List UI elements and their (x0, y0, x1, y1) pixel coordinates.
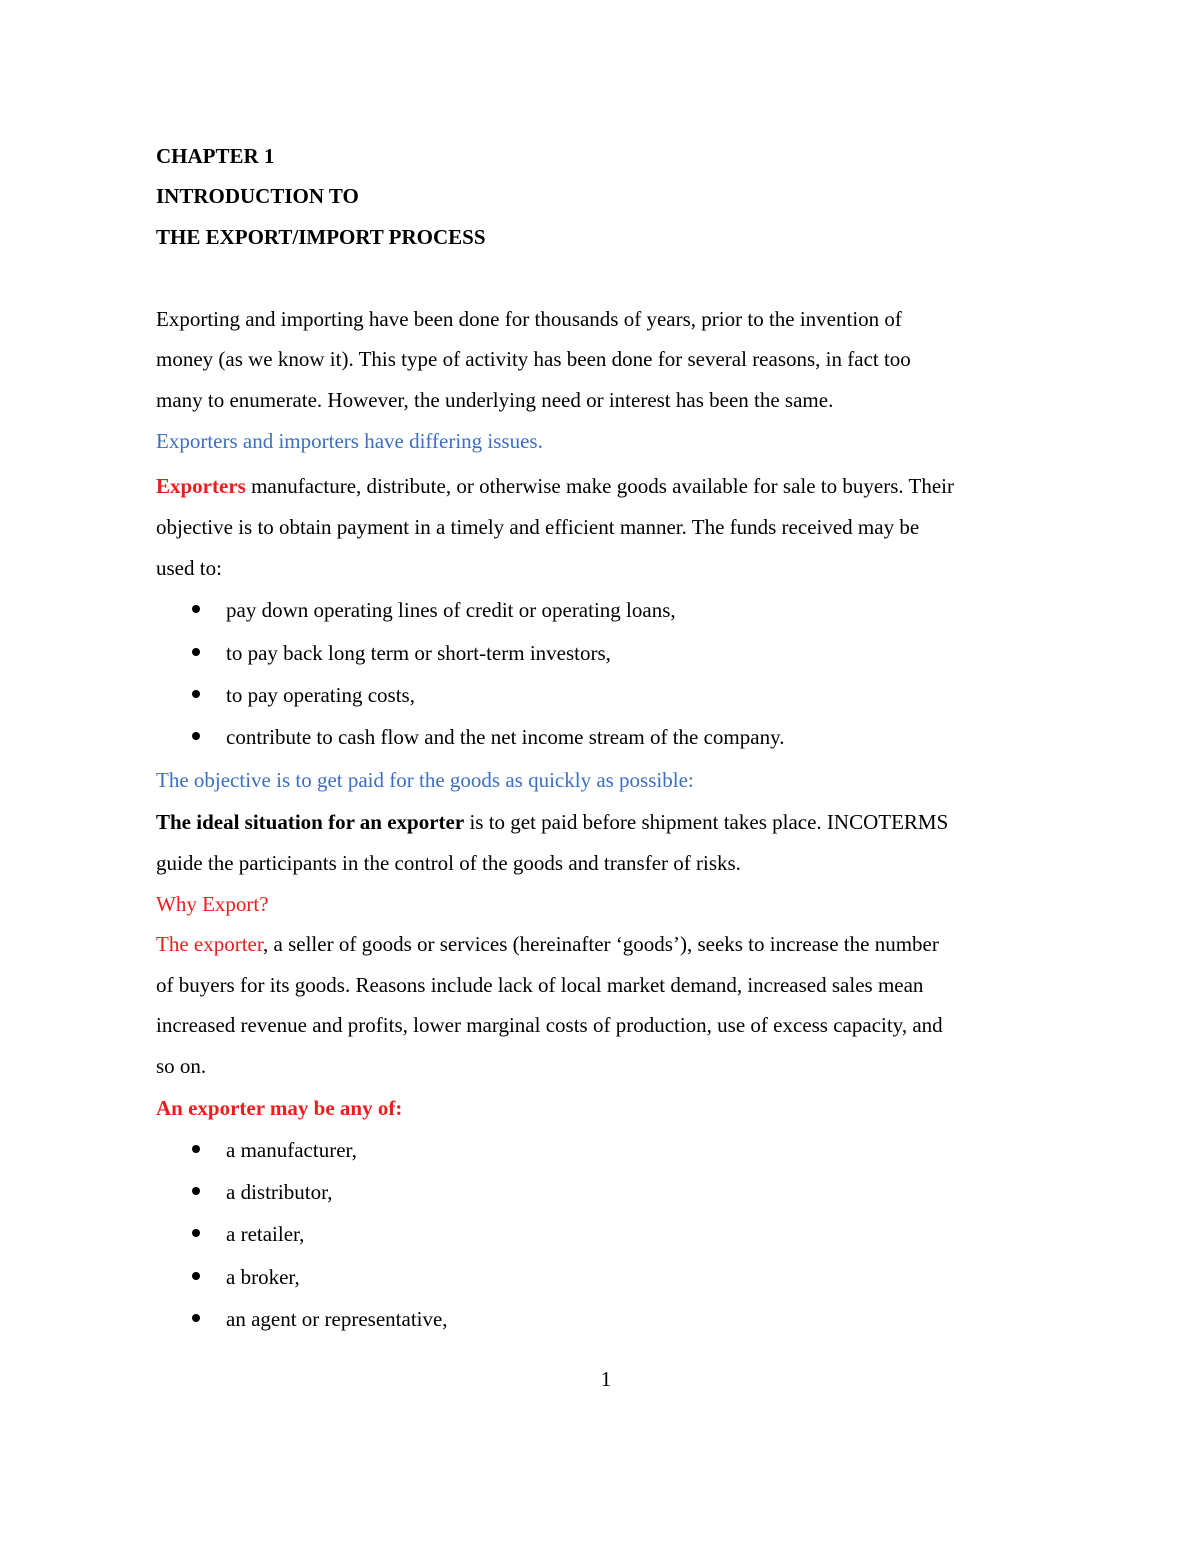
objective-heading: The objective is to get paid for the goods as quickly as possible: (156, 768, 694, 792)
heading-line-2: THE EXPORT/IMPORT PROCESS (156, 225, 486, 249)
exporters-term: Exporters (156, 474, 246, 498)
list-item: a broker, (226, 1265, 300, 1289)
exporter-line-1-text: , a seller of goods or services (hereinafter ‘goods’), seeks to increase the number (263, 932, 939, 956)
list-item: a distributor, (226, 1180, 333, 1204)
list-item: to pay operating costs, (226, 683, 415, 707)
ideal-line-2: guide the participants in the control of the goods and transfer of risks. (156, 851, 741, 875)
exporters-line-1-text: manufacture, distribute, or otherwise make goods available for sale to buyers. Their (245, 474, 954, 498)
differing-issues-heading: Exporters and importers have differing issues. (156, 429, 543, 453)
chapter-label: CHAPTER 1 (156, 144, 275, 168)
exporter-line-3: increased revenue and profits, lower marginal costs of production, use of excess capacity, and (156, 1013, 943, 1037)
list-item: an agent or representative, (226, 1307, 448, 1331)
bullet-icon (192, 605, 200, 613)
intro-line-3: many to enumerate. However, the underlying need or interest has been the same. (156, 388, 834, 412)
ideal-line-1 (156, 809, 948, 835)
bullet-icon (192, 690, 200, 698)
exporter-line-2: of buyers for its goods. Reasons include lack of local market demand, increased sales mean (156, 973, 924, 997)
exporter-types-heading: An exporter may be any of: (156, 1096, 403, 1120)
ideal-term: The ideal situation for an exporter (156, 810, 465, 834)
bullet-icon (192, 1314, 200, 1322)
exporter-line-1 (156, 931, 939, 957)
bullet-icon (192, 732, 200, 740)
why-export-heading: Why Export? (156, 892, 269, 916)
bullet-icon (192, 1229, 200, 1237)
list-item: pay down operating lines of credit or operating loans, (226, 598, 676, 622)
intro-line-1: Exporting and importing have been done for thousands of years, prior to the invention of (156, 307, 902, 331)
list-item: contribute to cash flow and the net income stream of the company. (226, 725, 785, 749)
heading-line-1: INTRODUCTION TO (156, 184, 359, 208)
page-number: 1 (600, 1367, 612, 1391)
list-item: a manufacturer, (226, 1138, 357, 1162)
exporters-line-2: objective is to obtain payment in a timely and efficient manner. The funds received may be (156, 515, 920, 539)
bullet-icon (192, 648, 200, 656)
list-item: to pay back long term or short-term investors, (226, 641, 611, 665)
ideal-line-1-text: is to get paid before shipment takes place. INCOTERMS (464, 810, 949, 834)
exporters-line-1 (156, 473, 954, 499)
list-item: a retailer, (226, 1222, 305, 1246)
exporter-line-4: so on. (156, 1054, 207, 1078)
bullet-icon (192, 1187, 200, 1195)
bullet-icon (192, 1272, 200, 1280)
intro-line-2: money (as we know it). This type of activity has been done for several reasons, in fact too (156, 347, 911, 371)
exporters-line-3: used to: (156, 556, 222, 580)
exporter-term: The exporter (156, 932, 264, 956)
bullet-icon (192, 1145, 200, 1153)
